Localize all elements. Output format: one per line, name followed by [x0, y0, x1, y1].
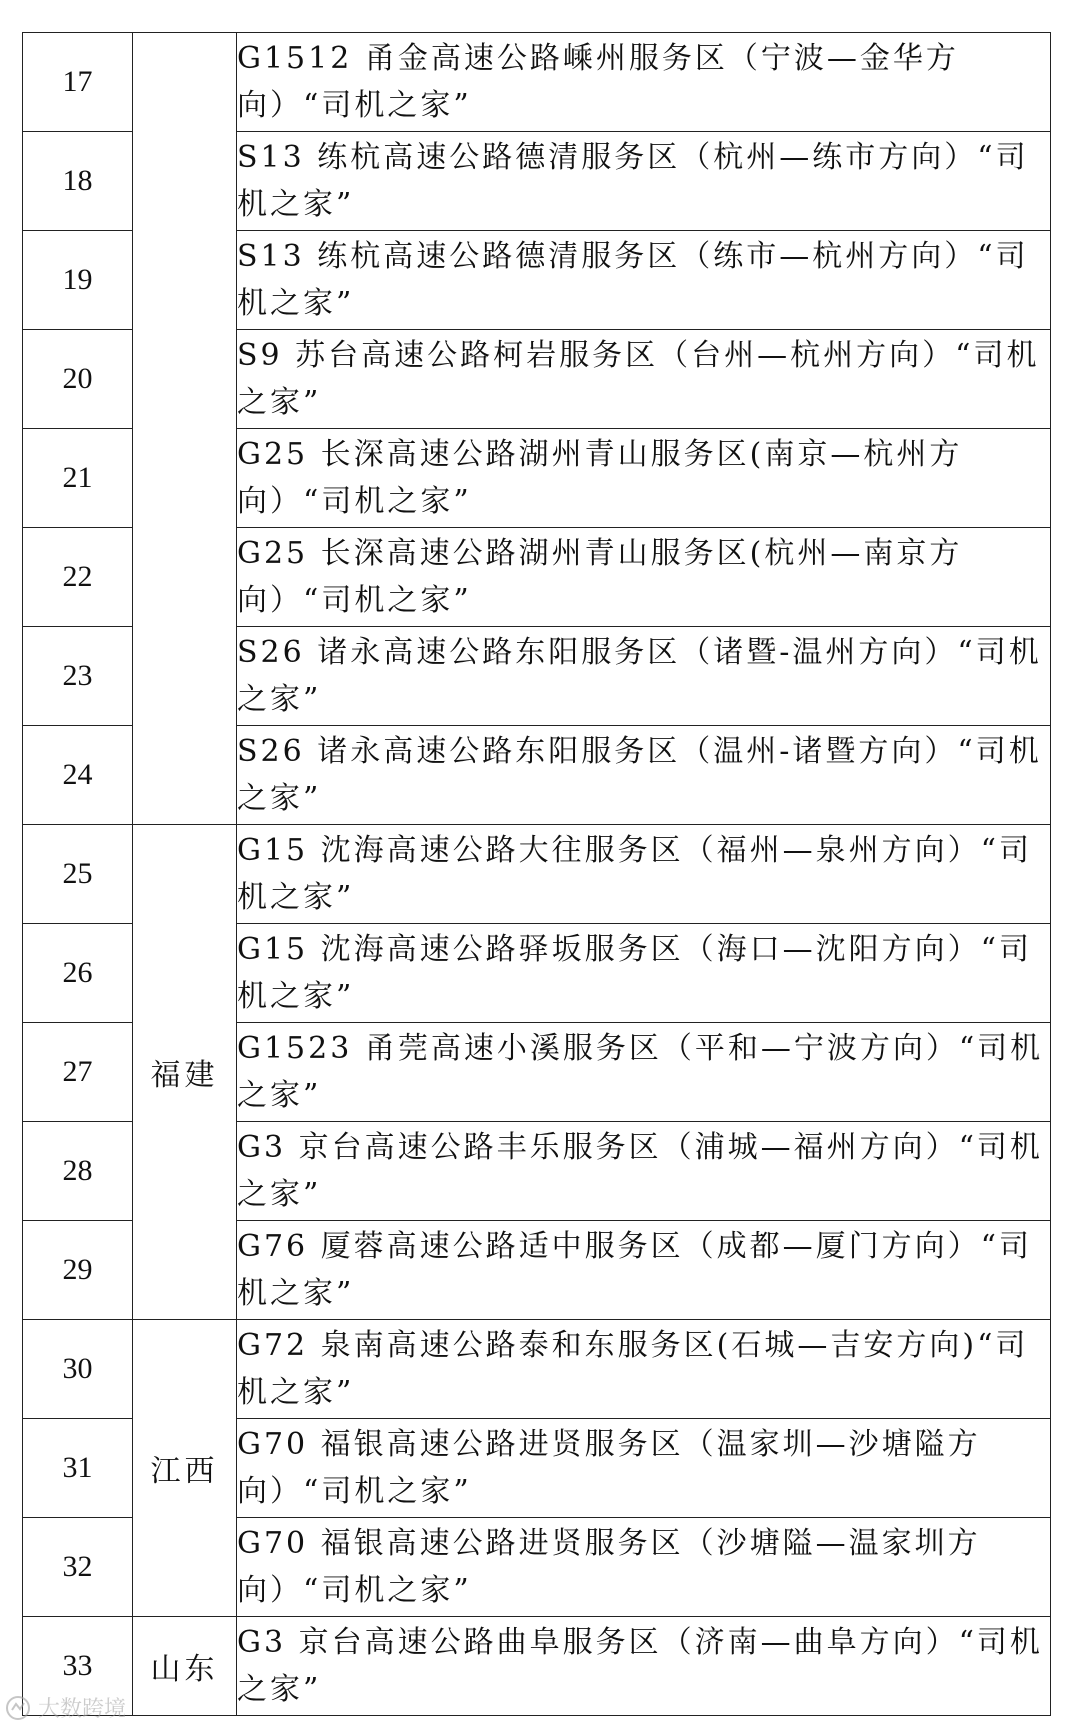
- row-number: 27: [23, 1023, 133, 1122]
- brand-logo-icon: [4, 1694, 32, 1722]
- province-cell-fujian: 福建: [133, 825, 237, 1320]
- service-area-name: S26 诸永高速公路东阳服务区（温州-诸暨方向）“司机之家”: [237, 726, 1051, 825]
- service-area-name: S13 练杭高速公路德清服务区（练市—杭州方向）“司机之家”: [237, 231, 1051, 330]
- service-area-table: [22, 32, 1051, 1716]
- row-number: 21: [23, 429, 133, 528]
- row-number: 26: [23, 924, 133, 1023]
- table-row: [23, 1617, 1051, 1716]
- row-number: 29: [23, 1221, 133, 1320]
- row-number: 32: [23, 1518, 133, 1617]
- service-area-name: G25 长深高速公路湖州青山服务区(杭州—南京方向）“司机之家”: [237, 528, 1051, 627]
- table-row: [23, 825, 1051, 924]
- row-number: 30: [23, 1320, 133, 1419]
- service-area-name: G3 京台高速公路曲阜服务区（济南—曲阜方向）“司机之家”: [237, 1617, 1051, 1716]
- table-row: [23, 33, 1051, 132]
- service-area-name: S26 诸永高速公路东阳服务区（诸暨-温州方向）“司机之家”: [237, 627, 1051, 726]
- row-number: 19: [23, 231, 133, 330]
- row-number: 18: [23, 132, 133, 231]
- row-number: 24: [23, 726, 133, 825]
- province-cell-jiangxi: 江西: [133, 1320, 237, 1617]
- service-area-name: S9 苏台高速公路柯岩服务区（台州—杭州方向）“司机之家”: [237, 330, 1051, 429]
- row-number: 23: [23, 627, 133, 726]
- service-area-name: G1523 甬莞高速小溪服务区（平和—宁波方向）“司机之家”: [237, 1023, 1051, 1122]
- row-number: 28: [23, 1122, 133, 1221]
- service-area-name: G25 长深高速公路湖州青山服务区(南京—杭州方向）“司机之家”: [237, 429, 1051, 528]
- service-area-name: G72 泉南高速公路泰和东服务区(石城—吉安方向)“司机之家”: [237, 1320, 1051, 1419]
- table-row: [23, 1320, 1051, 1419]
- service-area-name: G15 沈海高速公路大往服务区（福州—泉州方向）“司机之家”: [237, 825, 1051, 924]
- service-area-name: G15 沈海高速公路驿坂服务区（海口—沈阳方向）“司机之家”: [237, 924, 1051, 1023]
- province-cell-zhejiang: [133, 33, 237, 825]
- province-cell-shandong: 山东: [133, 1617, 237, 1716]
- watermark: [4, 1692, 126, 1723]
- row-number: 17: [23, 33, 133, 132]
- service-area-name: G3 京台高速公路丰乐服务区（浦城—福州方向）“司机之家”: [237, 1122, 1051, 1221]
- service-area-name: S13 练杭高速公路德清服务区（杭州—练市方向）“司机之家”: [237, 132, 1051, 231]
- row-number: 20: [23, 330, 133, 429]
- service-area-name: G70 福银高速公路进贤服务区（温家圳—沙塘隘方向）“司机之家”: [237, 1419, 1051, 1518]
- service-area-name: G1512 甬金高速公路嵊州服务区（宁波—金华方向）“司机之家”: [237, 33, 1051, 132]
- row-number: 22: [23, 528, 133, 627]
- service-area-name: G76 厦蓉高速公路适中服务区（成都—厦门方向）“司机之家”: [237, 1221, 1051, 1320]
- row-number: 31: [23, 1419, 133, 1518]
- service-area-name: G70 福银高速公路进贤服务区（沙塘隘—温家圳方向）“司机之家”: [237, 1518, 1051, 1617]
- watermark-text: 大数跨境: [38, 1697, 127, 1722]
- row-number: 25: [23, 825, 133, 924]
- row-number: 33: [23, 1617, 133, 1716]
